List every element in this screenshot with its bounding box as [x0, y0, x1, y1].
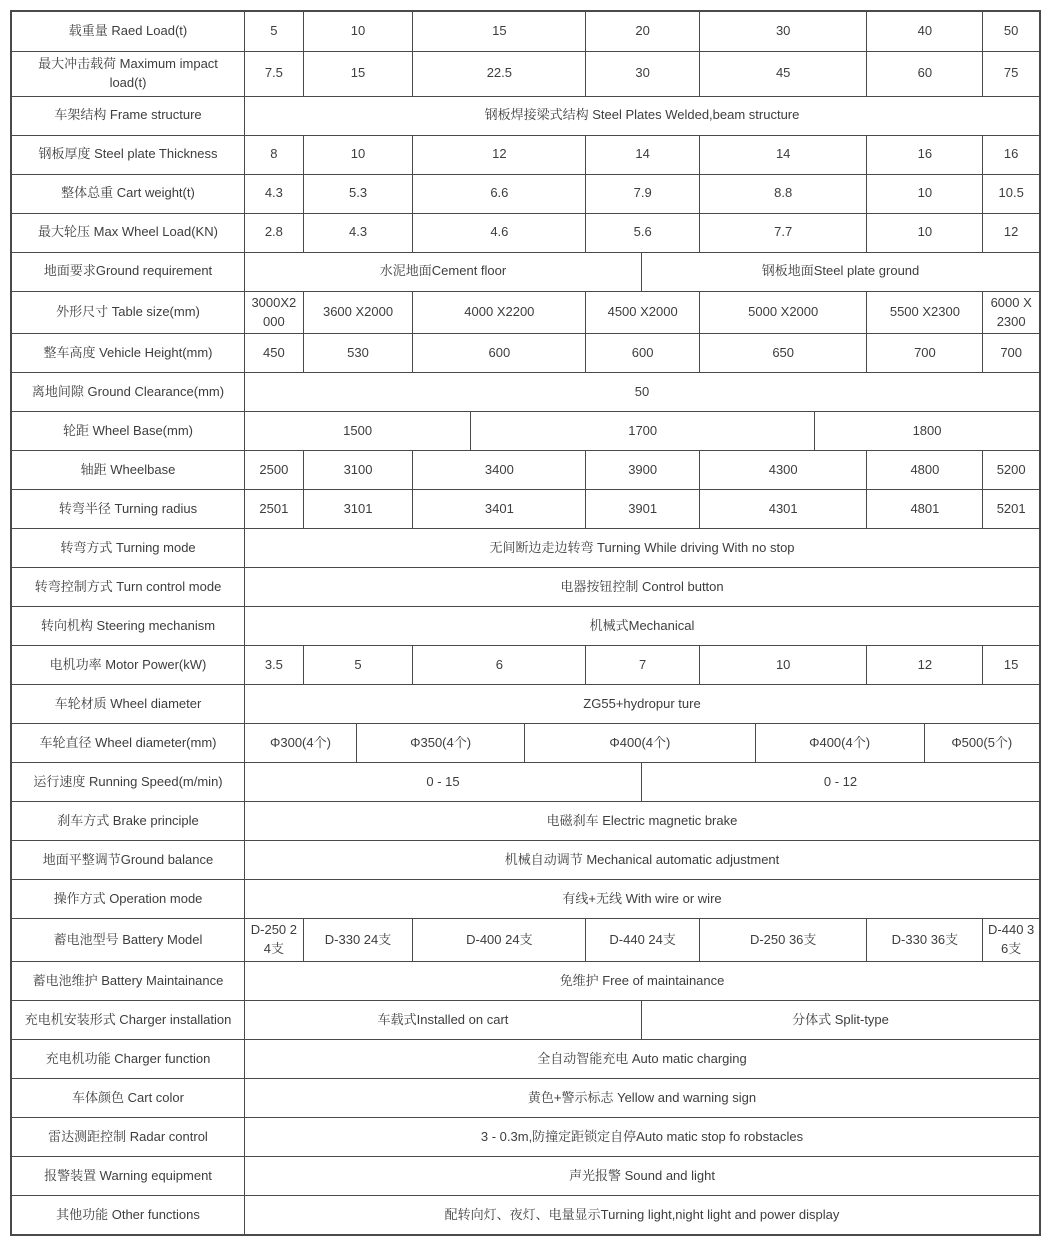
row-label: 刹车方式 Brake principle — [12, 802, 245, 840]
spec-cell: 12 — [413, 136, 586, 174]
row-values — [245, 724, 1039, 762]
spec-cell: 10 — [867, 175, 983, 213]
spec-cell: 10 — [304, 12, 414, 51]
spec-cell: 16 — [867, 136, 983, 174]
spec-row — [12, 12, 1039, 51]
row-label: 运行速度 Running Speed(m/min) — [12, 763, 245, 801]
row-label: 载重量 Raed Load(t) — [12, 12, 245, 51]
spec-cell: 黄色+警示标志 Yellow and warning sign — [527, 1089, 757, 1105]
spec-cell: 3 - 0.3m,防撞定距锁定自停Auto matic stop fo robstacles — [480, 1128, 804, 1144]
spec-row — [12, 1117, 1039, 1156]
spec-cell: 车载式Installed on cart — [245, 1001, 642, 1039]
spec-cell: 免维护 Free of maintainance — [559, 972, 725, 988]
spec-cell: Φ400(4个) — [756, 724, 925, 762]
row-label: 车轮材质 Wheel diameter — [12, 685, 245, 723]
spec-cell: 水泥地面Cement floor — [245, 253, 642, 291]
spec-cell: 700 — [867, 334, 983, 372]
spec-cell: 20 — [586, 12, 700, 51]
spec-cell: 电磁刹车 Electric magnetic brake — [546, 812, 738, 828]
spec-cell: 3901 — [586, 490, 700, 528]
spec-row — [12, 213, 1039, 252]
spec-cell: 4301 — [700, 490, 868, 528]
spec-cell: 60 — [867, 52, 983, 96]
row-label: 报警装置 Warning equipment — [12, 1157, 245, 1195]
row-label: 地面平整调节Ground balance — [12, 841, 245, 879]
row-label: 整体总重 Cart weight(t) — [12, 175, 245, 213]
spec-row — [12, 1156, 1039, 1195]
row-label: 转弯控制方式 Turn control mode — [12, 568, 245, 606]
spec-row — [12, 723, 1039, 762]
row-values — [245, 607, 1039, 645]
spec-row — [12, 372, 1039, 411]
spec-cell: 7.5 — [245, 52, 304, 96]
spec-cell: 15 — [304, 52, 414, 96]
row-values — [245, 802, 1039, 840]
spec-row — [12, 918, 1039, 961]
row-values — [245, 1040, 1039, 1078]
spec-cell: 钢板焊接梁式结构 Steel Plates Welded,beam structure — [484, 107, 800, 123]
spec-row — [12, 840, 1039, 879]
spec-row — [12, 528, 1039, 567]
spec-cell: 6 — [413, 646, 586, 684]
spec-row — [12, 1000, 1039, 1039]
spec-row — [12, 567, 1039, 606]
spec-cell: 3.5 — [245, 646, 304, 684]
row-values — [245, 253, 1039, 291]
row-values — [245, 962, 1039, 1000]
spec-cell: 530 — [304, 334, 414, 372]
spec-cell: 700 — [1000, 344, 1023, 360]
row-values — [245, 1157, 1039, 1195]
spec-cell: 钢板地面Steel plate ground — [761, 263, 920, 279]
row-label: 最大冲击载荷 Maximum impact load(t) — [12, 52, 245, 96]
spec-cell: 14 — [700, 136, 868, 174]
spec-cell: 1500 — [245, 412, 471, 450]
spec-cell: 30 — [700, 12, 868, 51]
spec-cell: 电器按钮控制 Control button — [560, 578, 724, 594]
row-label: 整车高度 Vehicle Height(mm) — [12, 334, 245, 372]
spec-cell: 600 — [413, 334, 586, 372]
row-values — [245, 451, 1039, 489]
spec-cell: 7 — [586, 646, 700, 684]
spec-cell: 600 — [586, 334, 700, 372]
spec-row — [12, 1078, 1039, 1117]
row-values — [245, 1001, 1039, 1039]
spec-cell: 50 — [634, 383, 650, 399]
row-label: 充电机安装形式 Charger installation — [12, 1001, 245, 1039]
row-label: 充电机功能 Charger function — [12, 1040, 245, 1078]
row-label: 其他功能 Other functions — [12, 1196, 245, 1234]
spec-row — [12, 762, 1039, 801]
spec-cell: 分体式 Split-type — [792, 1011, 889, 1027]
row-values — [245, 880, 1039, 918]
spec-cell: 10 — [700, 646, 868, 684]
spec-cell: D-330 36支 — [867, 919, 983, 961]
row-values — [245, 136, 1039, 174]
specification-table — [10, 10, 1041, 1236]
spec-row — [12, 645, 1039, 684]
spec-cell: 6000 X2300 — [990, 294, 1032, 329]
row-values — [245, 334, 1039, 372]
spec-cell: Φ400(4个) — [525, 724, 755, 762]
row-values — [245, 1196, 1039, 1234]
spec-cell: 10 — [867, 214, 983, 252]
spec-cell: D-330 24支 — [304, 919, 414, 961]
spec-cell: 5.6 — [586, 214, 700, 252]
spec-cell: 4800 — [867, 451, 983, 489]
row-values — [245, 529, 1039, 567]
row-label: 车架结构 Frame structure — [12, 97, 245, 135]
row-label: 外形尺寸 Table size(mm) — [12, 292, 245, 334]
row-values — [245, 175, 1039, 213]
row-label: 车轮直径 Wheel diameter(mm) — [12, 724, 245, 762]
spec-cell: 75 — [1003, 65, 1019, 81]
spec-cell: 有线+无线 With wire or wire — [562, 890, 722, 906]
spec-cell: 50 — [1003, 23, 1019, 39]
spec-cell: 45 — [700, 52, 868, 96]
spec-cell: 5201 — [996, 500, 1026, 516]
spec-row — [12, 411, 1039, 450]
spec-cell: 3900 — [586, 451, 700, 489]
row-label: 最大轮压 Max Wheel Load(KN) — [12, 214, 245, 252]
spec-row — [12, 879, 1039, 918]
spec-row — [12, 333, 1039, 372]
row-values — [245, 763, 1039, 801]
spec-cell: 12 — [867, 646, 983, 684]
spec-cell: 450 — [245, 334, 304, 372]
spec-cell: D-440 24支 — [586, 919, 700, 961]
spec-cell: 4.3 — [245, 175, 304, 213]
spec-cell: 10.5 — [998, 185, 1024, 201]
spec-cell: 2.8 — [245, 214, 304, 252]
spec-cell: 3600 X2000 — [304, 292, 414, 334]
spec-cell: 22.5 — [413, 52, 586, 96]
spec-row — [12, 684, 1039, 723]
row-values — [245, 568, 1039, 606]
spec-row — [12, 252, 1039, 291]
row-values — [245, 919, 1039, 961]
spec-row — [12, 135, 1039, 174]
spec-row — [12, 291, 1039, 334]
spec-cell: 0 - 15 — [245, 763, 642, 801]
spec-cell: 4000 X2200 — [413, 292, 586, 334]
spec-cell: Φ500(5个) — [951, 734, 1013, 750]
spec-cell: 3000X2000 — [245, 292, 304, 334]
row-label: 离地间隙 Ground Clearance(mm) — [12, 373, 245, 411]
spec-row — [12, 1195, 1039, 1234]
spec-cell: 30 — [586, 52, 700, 96]
row-values — [245, 292, 1039, 334]
spec-row — [12, 174, 1039, 213]
row-values — [245, 841, 1039, 879]
row-label: 蓄电池维护 Battery Maintainance — [12, 962, 245, 1000]
spec-cell: 5500 X2300 — [867, 292, 983, 334]
spec-cell: 4.3 — [304, 214, 414, 252]
spec-cell: 无间断边走边转弯 Turning While driving With no stop — [489, 539, 795, 555]
spec-row — [12, 96, 1039, 135]
spec-cell: 8.8 — [700, 175, 868, 213]
row-label: 电机功率 Motor Power(kW) — [12, 646, 245, 684]
spec-cell: 配转向灯、夜灯、电量显示Turning light,night light and power display — [444, 1206, 840, 1222]
spec-cell: 全自动智能充电 Auto matic charging — [537, 1050, 747, 1066]
row-values — [245, 412, 1039, 450]
spec-cell: 0 - 12 — [823, 773, 858, 789]
spec-cell: 声光报警 Sound and light — [569, 1167, 715, 1183]
spec-cell: 4500 X2000 — [586, 292, 700, 334]
spec-cell: 4.6 — [413, 214, 586, 252]
row-label: 转弯方式 Turning mode — [12, 529, 245, 567]
spec-cell: 5200 — [996, 461, 1026, 477]
spec-row — [12, 450, 1039, 489]
spec-cell: 机械自动调节 Mechanical automatic adjustment — [504, 851, 780, 867]
spec-cell: 2501 — [245, 490, 304, 528]
spec-cell: 机械式Mechanical — [589, 617, 695, 633]
spec-cell: ZG55+hydropur ture — [583, 695, 701, 711]
spec-cell: 7.9 — [586, 175, 700, 213]
spec-cell: 650 — [700, 334, 868, 372]
row-label: 转弯半径 Turning radius — [12, 490, 245, 528]
spec-cell: 5 — [245, 12, 304, 51]
spec-row — [12, 801, 1039, 840]
row-values — [245, 12, 1039, 51]
spec-cell: D-250 24支 — [245, 919, 304, 961]
spec-cell: Φ300(4个) — [245, 724, 357, 762]
row-values — [245, 97, 1039, 135]
row-label: 雷达测距控制 Radar control — [12, 1118, 245, 1156]
spec-cell: 3400 — [413, 451, 586, 489]
spec-cell: D-400 24支 — [413, 919, 586, 961]
spec-cell: 1800 — [912, 422, 942, 438]
spec-cell: 7.7 — [700, 214, 868, 252]
spec-row — [12, 51, 1039, 96]
row-values — [245, 646, 1039, 684]
spec-cell: 6.6 — [413, 175, 586, 213]
spec-cell: 14 — [586, 136, 700, 174]
spec-row — [12, 961, 1039, 1000]
row-label: 转向机构 Steering mechanism — [12, 607, 245, 645]
spec-cell: 5 — [304, 646, 414, 684]
spec-cell: 3100 — [304, 451, 414, 489]
spec-cell: 5.3 — [304, 175, 414, 213]
row-label: 轮距 Wheel Base(mm) — [12, 412, 245, 450]
spec-cell: 15 — [413, 12, 586, 51]
spec-cell: 16 — [1003, 146, 1019, 162]
row-label: 操作方式 Operation mode — [12, 880, 245, 918]
spec-cell: 3101 — [304, 490, 414, 528]
row-values — [245, 52, 1039, 96]
spec-cell: 4801 — [867, 490, 983, 528]
spec-row — [12, 1039, 1039, 1078]
row-label: 钢板厚度 Steel plate Thickness — [12, 136, 245, 174]
row-values — [245, 1118, 1039, 1156]
spec-row — [12, 606, 1039, 645]
row-values — [245, 214, 1039, 252]
spec-cell: D-440 36支 — [988, 922, 1035, 957]
spec-cell: Φ350(4个) — [357, 724, 525, 762]
row-label: 车体颜色 Cart color — [12, 1079, 245, 1117]
row-values — [245, 373, 1039, 411]
spec-row — [12, 489, 1039, 528]
spec-cell: 2500 — [245, 451, 304, 489]
spec-cell: 5000 X2000 — [700, 292, 868, 334]
spec-cell: 8 — [245, 136, 304, 174]
spec-cell: 12 — [1003, 224, 1019, 240]
spec-cell: 10 — [304, 136, 414, 174]
row-values — [245, 1079, 1039, 1117]
row-label: 地面要求Ground requirement — [12, 253, 245, 291]
row-values — [245, 490, 1039, 528]
row-values — [245, 685, 1039, 723]
spec-cell: 4300 — [700, 451, 868, 489]
spec-cell: D-250 36支 — [700, 919, 868, 961]
spec-cell: 3401 — [413, 490, 586, 528]
row-label: 轴距 Wheelbase — [12, 451, 245, 489]
spec-cell: 15 — [1003, 656, 1019, 672]
spec-cell: 40 — [867, 12, 983, 51]
row-label: 蓄电池型号 Battery Model — [12, 919, 245, 961]
spec-cell: 1700 — [471, 412, 815, 450]
